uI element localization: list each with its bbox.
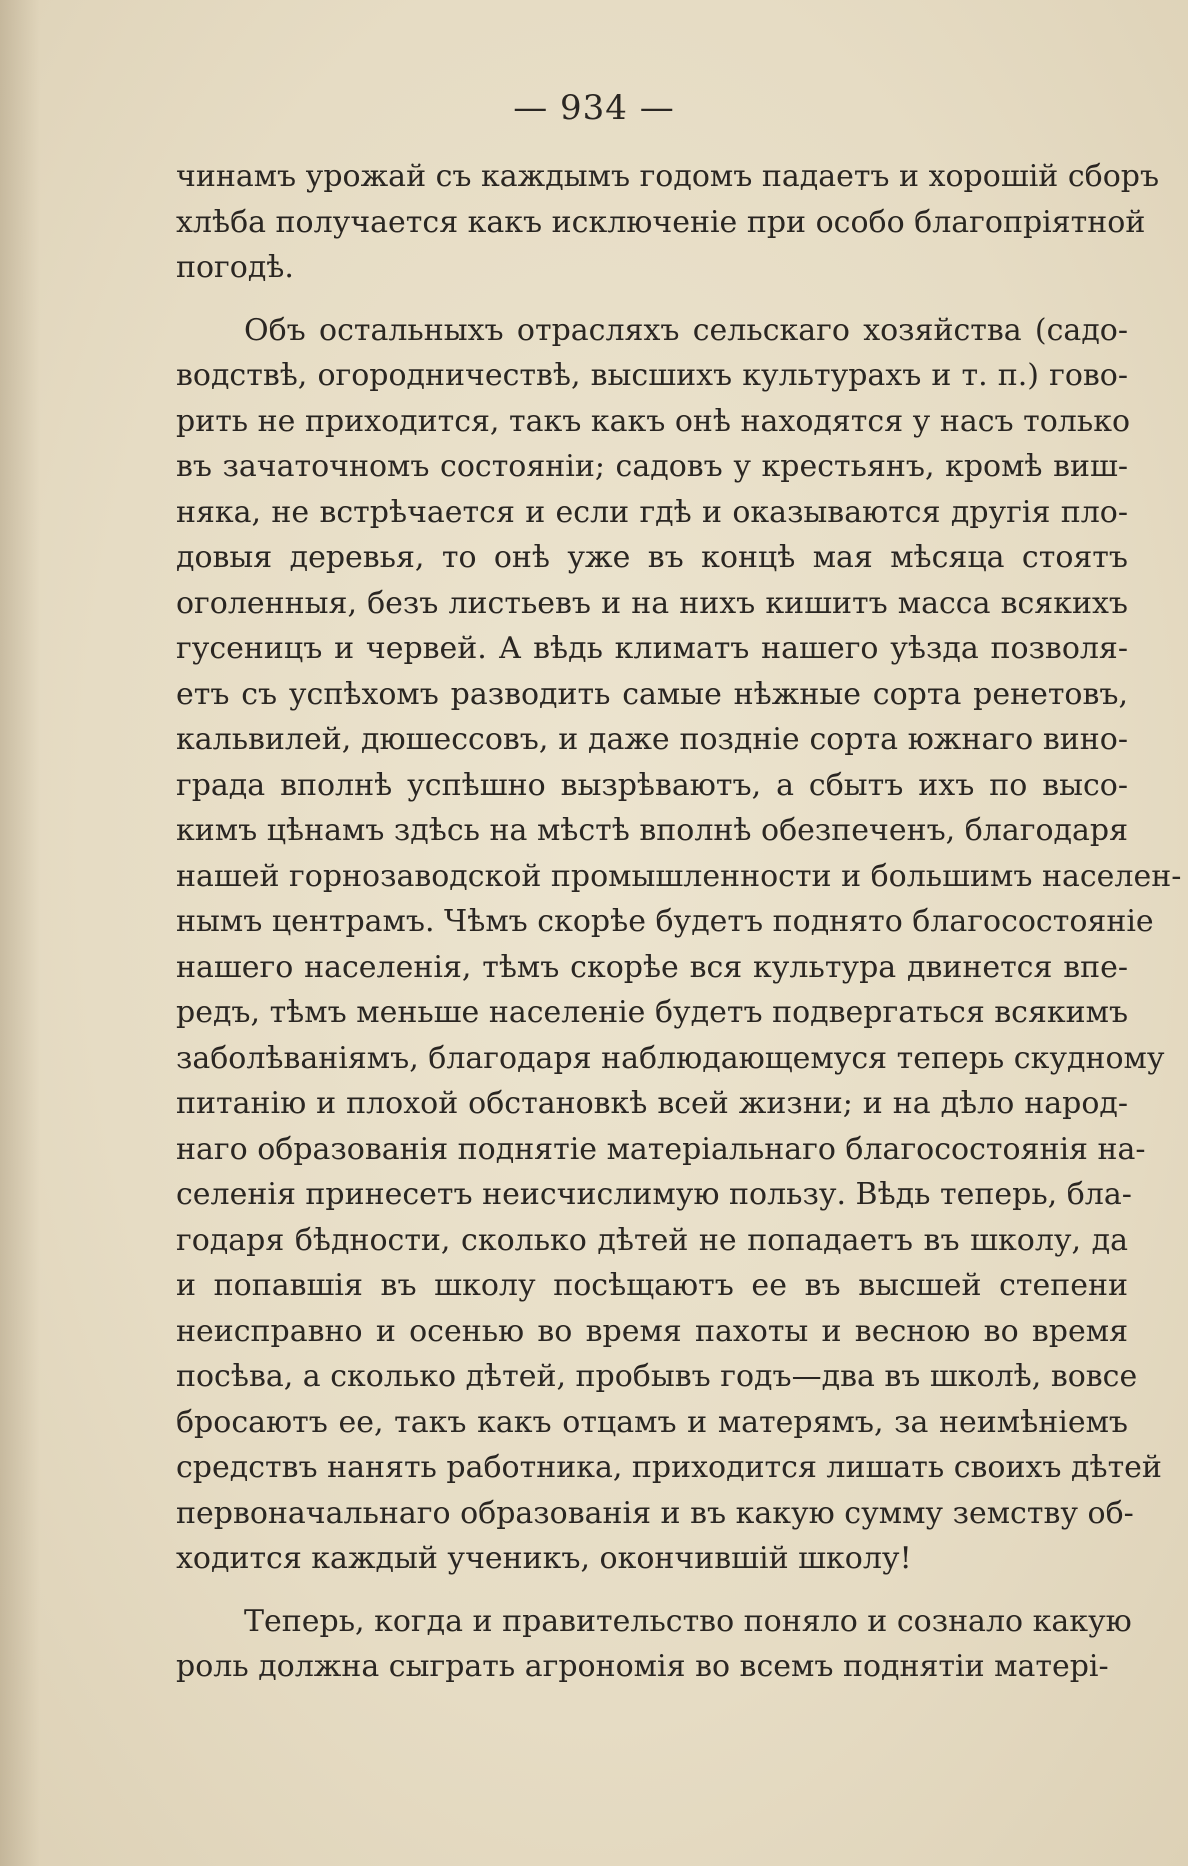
text-line: нашего населенія, тѣмъ скорѣе вся культура двинется впе- (176, 949, 1128, 985)
text-line: роль должна сыграть агрономія во всемъ поднятіи матері- (176, 1649, 1109, 1684)
text-line: оголенныя, безъ листьевъ и на нихъ кишитъ масса всякихъ (176, 585, 1128, 621)
text-line: питанію и плохой обстановкѣ всей жизни; и на дѣло народ- (176, 1086, 1128, 1121)
text-line: наго образованія поднятіе матеріальнаго благосостоянія на- (176, 1131, 1146, 1167)
text-line: бросаютъ ее, такъ какъ отцамъ и матерямъ, за неимѣніемъ (176, 1404, 1128, 1440)
paragraph (176, 308, 1182, 1582)
text-line: чинамъ урожай съ каждымъ годомъ падаетъ и хорошій сборъ (176, 159, 1160, 194)
text-line: неисправно и осенью во время пахоты и весною во время (176, 1313, 1128, 1349)
text-line: въ зачаточномъ состояніи; садовъ у крестьянъ, кромѣ виш- (176, 449, 1128, 484)
text-line: первоначальнаго образованія и въ какую сумму земству об- (176, 1495, 1134, 1531)
text-line: средствъ нанять работника, приходится лишать своихъ дѣтей (176, 1450, 1162, 1485)
text-line: нымъ центрамъ. Чѣмъ скорѣе будетъ поднято благосостояніе (176, 904, 1154, 939)
text-line: Теперь, когда и правительство поняло и сознало какую (244, 1603, 1132, 1639)
text-line: нашей горнозаводской промышленности и большимъ населен- (176, 858, 1182, 894)
text-line: рить не приходится, такъ какъ онѣ находятся у насъ только (176, 403, 1131, 439)
paragraph (176, 154, 1160, 291)
text-line: Объ остальныхъ отрасляхъ сельскаго хозяйства (садо- (244, 312, 1128, 348)
page-number: — 934 — (513, 88, 675, 128)
text-line: селенія принесетъ неисчислимую пользу. Вѣдь теперь, бла- (176, 1177, 1132, 1212)
text-line: и попавшія въ школу посѣщаютъ ее въ высшей степени (176, 1268, 1128, 1303)
text-line: кимъ цѣнамъ здѣсь на мѣстѣ вполнѣ обезпеченъ, благодаря (176, 813, 1129, 848)
text-line: няка, не встрѣчается и если гдѣ и оказываются другія пло- (176, 494, 1128, 530)
text-line: водствѣ, огородничествѣ, высшихъ культурахъ и т. п.) гово- (176, 358, 1128, 393)
text-line: посѣва, а сколько дѣтей, пробывъ годъ—два въ школѣ, вовсе (176, 1359, 1138, 1394)
text-line: гусеницъ и червей. А вѣдь климатъ нашего уѣзда позволя- (176, 631, 1128, 666)
text-line: заболѣваніямъ, благодаря наблюдающемуся теперь скудному (176, 1040, 1165, 1076)
text-line: етъ съ успѣхомъ разводить самые нѣжные сорта ренетовъ, (176, 676, 1128, 712)
paragraph-gap (176, 291, 1128, 308)
body-text (176, 154, 1182, 1690)
text-line: годаря бѣдности, сколько дѣтей не попадаетъ въ школу, да (176, 1222, 1128, 1258)
text-line: редъ, тѣмъ меньше населеніе будетъ подвергаться всякимъ (176, 995, 1129, 1030)
paragraph (176, 1599, 1132, 1690)
text-line: погодѣ. (176, 250, 294, 285)
paragraph-gap (176, 1582, 1128, 1599)
text-line: довыя деревья, то онѣ уже въ концѣ мая мѣсяца стоятъ (176, 540, 1128, 575)
text-line: кальвилей, дюшессовъ, и даже поздніе сорта южнаго вино- (176, 722, 1128, 757)
text-line: града вполнѣ успѣшно вызрѣваютъ, а сбытъ ихъ по высо- (176, 767, 1128, 803)
text-line: хлѣба получается какъ исключеніе при особо благопріятной (176, 204, 1146, 240)
spine-shadow (0, 0, 40, 1866)
text-line: ходится каждый ученикъ, окончившій школу! (176, 1541, 912, 1576)
